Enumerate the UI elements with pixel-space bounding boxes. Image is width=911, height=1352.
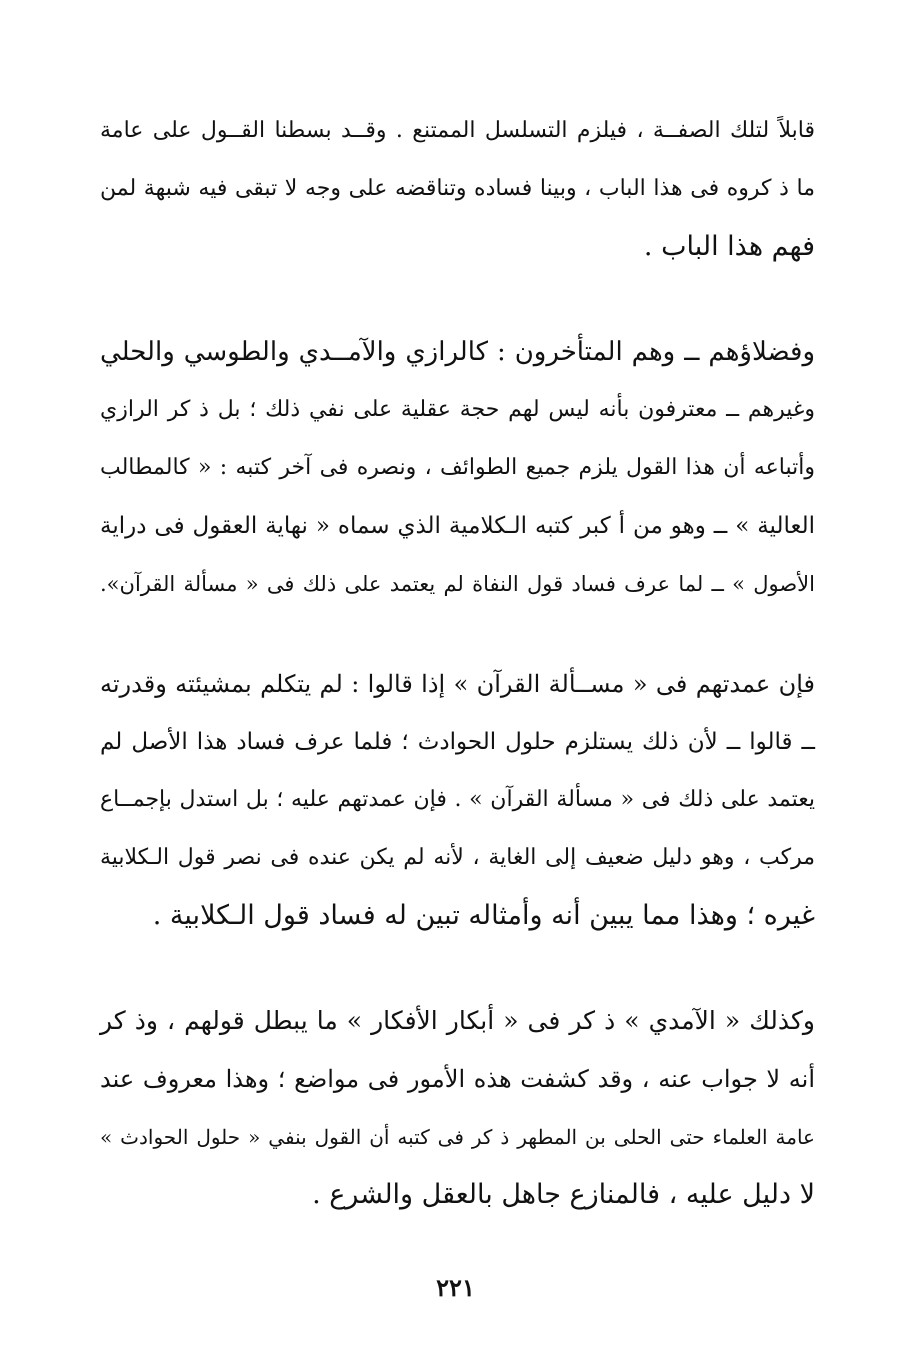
- text-line: لا دليل عليه ، فالمنازع جاهل بالعقل والشرع .: [312, 1179, 815, 1210]
- text-line: فإن عمدتهم فى « مســألة القرآن » إذا قالوا : لم يتكلم بمشيئته وقدرته: [100, 670, 815, 698]
- paragraph-4: [100, 992, 815, 1224]
- text-line: وغيرهم ــ معترفون بأنه ليس لهم حجة عقلية على نفي ذلك ؛ بل ذ كر الرازي: [100, 397, 815, 422]
- text-line: الأصول » ــ لما عرف فساد قول النفاة لم يعتمد على ذلك فى « مسألة القرآن».: [100, 572, 815, 596]
- text-line: عامة العلماء حتى الحلى بن المطهر ذ كر فى كتبه أن القول بنفي « حلول الحوادث »: [100, 1125, 815, 1149]
- paragraph-2: [100, 323, 815, 613]
- text-line: قابلاً لتلك الصفــة ، فيلزم التسلسل الممتنع . وقــد بسطنا القــول على عامة: [100, 118, 815, 143]
- text-line: وأتباعه أن هذا القول يلزم جميع الطوائف ، ونصره فى آخر كتبه : « كالمطالب: [100, 455, 815, 480]
- paragraph-3: [100, 655, 815, 945]
- text-line: العالية » ــ وهو من أ كبر كتبه الـكلامية الذي سماه « نهاية العقول فى دراية: [100, 513, 815, 539]
- text-line: وكذلك « الآمدي » ذ كر فى « أبكار الأفكار » ما يبطل قولهم ، وذ كر: [100, 1006, 815, 1035]
- text-line: مركب ، وهو دليل ضعيف إلى الغاية ، لأنه لم يكن عنده فى نصر قول الـكلابية: [100, 845, 815, 870]
- text-line: غيره ؛ وهذا مما يبين أنه وأمثاله تبين له فساد قول الـكلابية .: [152, 900, 815, 931]
- page-number: ٢٢١: [436, 1273, 475, 1302]
- text-line: يعتمد على ذلك فى « مسألة القرآن » . فإن عمدتهم عليه ؛ بل استدل بإجمــاع: [100, 787, 815, 812]
- text-line: ما ذ كروه فى هذا الباب ، وبينا فساده وتناقضه على وجه لا تبقى فيه شبهة لمن: [100, 176, 815, 201]
- text-line: وفضلاؤهم ــ وهم المتأخرون : كالرازي والآمــدي والطوسي والحلي: [100, 337, 815, 367]
- text-line: فهم هذا الباب .: [643, 231, 815, 262]
- paragraph-1: [100, 102, 815, 276]
- text-line: ــ قالوا ــ لأن ذلك يستلزم حلول الحوادث ؛ فلما عرف فساد هذا الأصل لم: [100, 729, 815, 755]
- text-line: أنه لا جواب عنه ، وقد كشفت هذه الأمور فى مواضع ؛ وهذا معروف عند: [100, 1065, 815, 1093]
